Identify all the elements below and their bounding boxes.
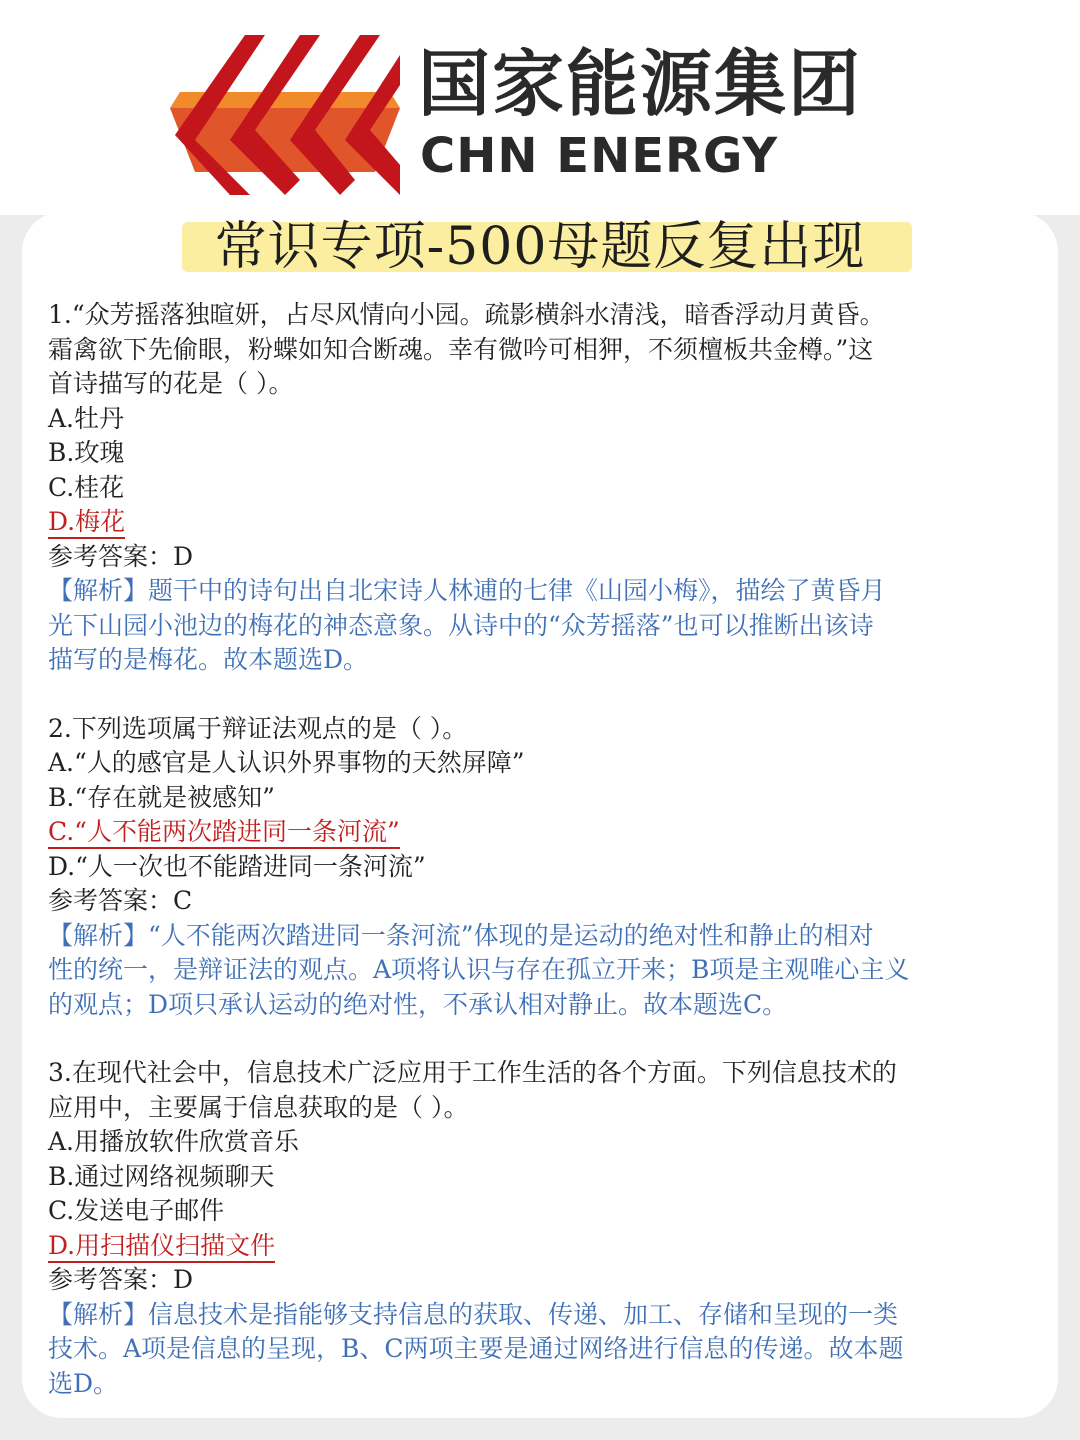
option-d: D.“人一次也不能踏进同一条河流” (48, 851, 426, 881)
question-stem-line: 3.在现代社会中，信息技术广泛应用于工作生活的各个方面。下列信息技术的 (48, 1058, 897, 1087)
question-stem-line: 1.“众芳摇落独暄妍，占尽风情向小园。疏影横斜水清浅，暗香浮动月黄昏。 (48, 300, 885, 329)
option-c: C.桂花 (48, 472, 125, 502)
option-a: A.牡丹 (48, 403, 125, 433)
analysis-line (48, 1298, 1040, 1333)
reference-answer: 参考答案：C (48, 886, 193, 915)
logo-english-name: CHN ENERGY (420, 128, 779, 184)
question-list (48, 298, 1040, 1401)
header (0, 0, 1080, 215)
analysis-text: 性的统一，是辩证法的观点。A项将认识与存在孤立开来；B项是主观唯心主义 (48, 955, 910, 984)
analysis-label: 【解析】 (48, 1299, 149, 1329)
option-c: C.发送电子邮件 (48, 1196, 225, 1225)
reference-answer: 参考答案：D (48, 1265, 194, 1294)
option-d-correct: D.梅花 (48, 507, 125, 539)
page-title: 常识专项-500母题反复出现 (214, 217, 866, 277)
question-stem-line: 首诗描写的花是（ ）。 (48, 369, 294, 398)
option-a: A.“人的感官是人认识外界事物的天然屏障” (48, 748, 525, 777)
option-c-correct: C.“人不能两次踏进同一条河流” (48, 817, 400, 849)
logo-chinese-name: 国家能源集团 (418, 42, 863, 126)
analysis-label: 【解析】 (48, 920, 149, 950)
option-b: B.通过网络视频聊天 (48, 1161, 275, 1191)
option-b: B.玫瑰 (48, 438, 125, 467)
analysis-text: 技术。A项是信息的呈现，B、C两项主要是通过网络进行信息的传递。故本题 (48, 1334, 904, 1363)
question-stem-line: 2.下列选项属于辩证法观点的是（ ）。 (48, 713, 468, 743)
analysis-label: 【解析】 (48, 576, 149, 605)
analysis-text: “人不能两次踏进同一条河流”体现的是运动的绝对性和静止的相对 (148, 920, 874, 950)
analysis-line (48, 919, 1040, 954)
option-a: A.用播放软件欣赏音乐 (48, 1127, 300, 1156)
question-1 (48, 298, 1040, 678)
analysis-text: 光下山园小池边的梅花的神态意象。从诗中的“众芳摇落”也可以推断出该诗 (48, 610, 874, 640)
analysis-text: 的观点；D项只承认运动的绝对性，不承认相对静止。故本题选C。 (48, 989, 788, 1019)
question-2 (48, 712, 1040, 1023)
reference-answer: 参考答案：D (48, 541, 194, 571)
chn-energy-logo-icon (170, 30, 400, 200)
analysis-text: 题干中的诗句出自北宋诗人林逋的七律《山园小梅》，描绘了黄昏月 (148, 576, 886, 605)
analysis-text: 信息技术是指能够支持信息的获取、传递、加工、存储和呈现的一类 (148, 1299, 899, 1329)
question-3 (48, 1056, 1040, 1401)
question-stem-line: 霜禽欲下先偷眼，粉蝶如知合断魂。幸有微吟可相狎，不须檀板共金樽。”这 (48, 334, 874, 364)
option-b: B.“存在就是被感知” (48, 782, 275, 812)
option-d-correct: D.用扫描仪扫描文件 (48, 1231, 275, 1263)
analysis-text: 描写的是梅花。故本题选D。 (48, 645, 369, 674)
analysis-text: 选D。 (48, 1368, 119, 1398)
question-stem-line: 应用中，主要属于信息获取的是（ ）。 (48, 1092, 469, 1122)
analysis-line (48, 574, 1040, 609)
